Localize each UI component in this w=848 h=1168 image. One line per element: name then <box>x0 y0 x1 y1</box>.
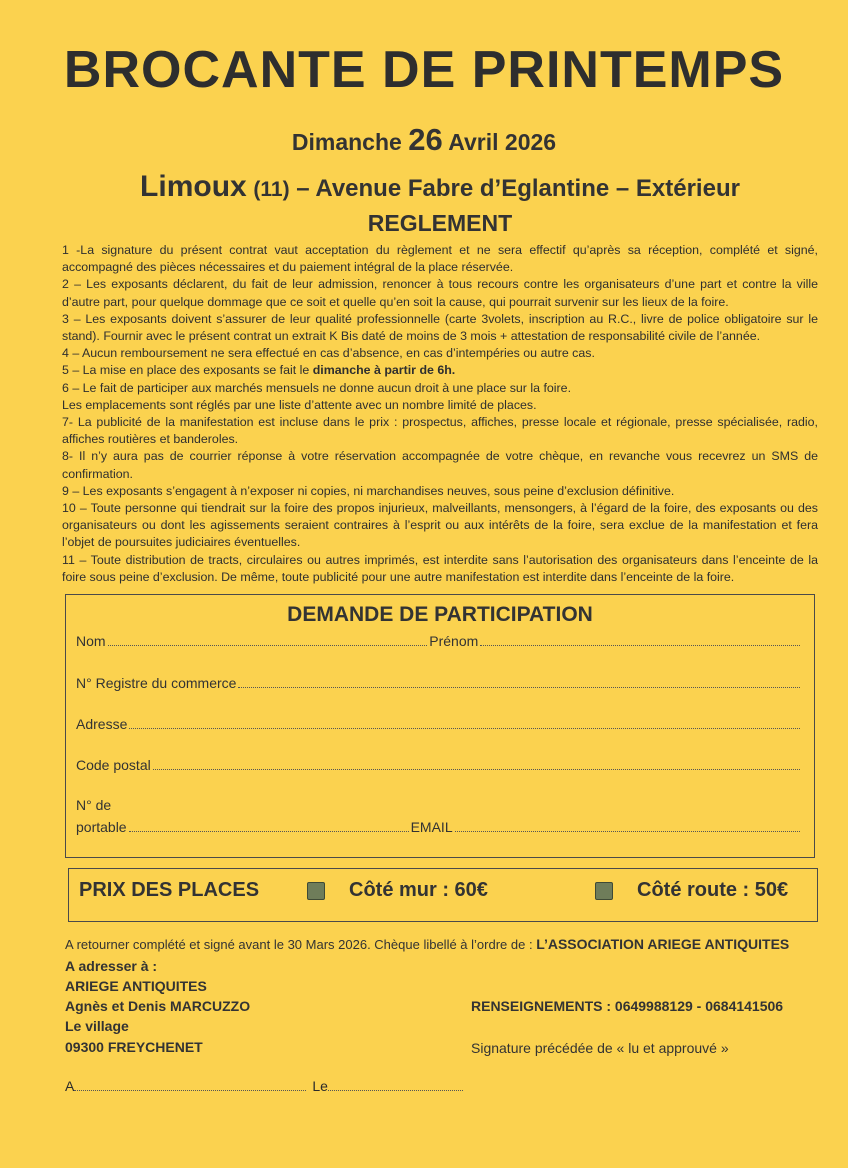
price-route: Côté route : 50€ <box>637 879 789 901</box>
email-field[interactable] <box>455 830 800 832</box>
date-prefix: Dimanche <box>291 129 402 155</box>
rule-11: 11 – Toute distribution de tracts, circulaires ou autres imprimés, est interdite sans l’autorisation des organisateurs dans l’enceinte de la foire sous peine d’exclusion. De même, toute publicité pour une autre manifestation est interdite dans l’enceinte de la foire. <box>62 552 818 584</box>
portable-field[interactable] <box>129 830 409 832</box>
address-line-3: Le village <box>65 1018 129 1034</box>
rule-7: 7- La publicité de la manifestation est incluse dans le prix : prospectus, affiches, presse locale et régionale, presse spécialisée, radio, affiches routières et banderoles. <box>62 415 818 447</box>
name-row <box>76 633 802 649</box>
a-label: A <box>65 1078 75 1094</box>
location-street: – Avenue Fabre d’Eglantine – Extérieur <box>296 175 740 202</box>
code-postal-label: Code postal <box>76 757 151 773</box>
le-field[interactable] <box>328 1089 463 1091</box>
rule-5-text: 5 – La mise en place des exposants se fait le <box>62 363 313 378</box>
adresse-label: Adresse <box>76 716 128 732</box>
portable-label-top-row <box>76 797 802 813</box>
rule-2: 2 – Les exposants déclarent, du fait de leur admission, renoncer à tous recours contre les organisateurs d’une part et contre la ville d’autre part, pour quelque dommage que ce soit et quelle qu’en soit la cause, qui pourrait survenir sur les lieux de la foire. <box>62 277 818 309</box>
registre-row <box>76 675 802 691</box>
return-instructions <box>65 936 789 952</box>
rules-list <box>62 242 818 586</box>
nom-field[interactable] <box>108 644 428 646</box>
email-label: EMAIL <box>410 819 453 835</box>
date-day: 26 <box>408 122 443 157</box>
location-dept: (11) <box>253 178 290 201</box>
portable-row <box>76 819 802 835</box>
rule-5-bold: dimanche à partir de 6h. <box>312 363 456 378</box>
adresse-row <box>76 716 802 732</box>
address-line-1: ARIEGE ANTIQUITES <box>65 978 207 994</box>
renseignements-phones: RENSEIGNEMENTS : 0649988129 - 0684141506 <box>471 998 784 1014</box>
address-line-4: 09300 FREYCHENET <box>65 1039 203 1055</box>
registre-field[interactable] <box>238 686 800 688</box>
rule-6: 6 – Le fait de participer aux marchés mensuels ne donne aucun droit à une place sur la foire. <box>62 380 572 395</box>
portable-label: portable <box>76 819 127 835</box>
code-postal-field[interactable] <box>153 768 800 770</box>
rule-6-note: Les emplacements sont réglés par une liste d’attente avec un nombre limité de places. <box>62 397 537 412</box>
rule-4: 4 – Aucun remboursement ne sera effectué en cas d’absence, en cas d’intempéries ou autre cas. <box>62 346 595 361</box>
a-field[interactable] <box>74 1089 306 1091</box>
flyer-title: BROCANTE DE PRINTEMPS <box>63 41 785 99</box>
reglement-heading: REGLEMENT <box>367 210 513 236</box>
checkbox-route[interactable] <box>595 882 613 900</box>
rule-5 <box>62 362 818 379</box>
return-text: A retourner complété et signé avant le 30 Mars 2026. Chèque libellé à l’ordre de : <box>65 937 533 952</box>
event-date <box>0 122 848 158</box>
rule-1: 1 -La signature du présent contrat vaut acceptation du règlement et ne sera effectif qu’après sa réception, complété et signé, accompagné des pièces nécessaires et du paiement intégral de la place réservée. <box>62 243 818 275</box>
event-location <box>0 170 848 204</box>
registre-label: N° Registre du commerce <box>76 675 237 691</box>
le-label: Le <box>312 1078 328 1094</box>
adresser-label: A adresser à : <box>65 958 158 974</box>
nom-label: Nom <box>76 633 106 649</box>
prenom-label: Prénom <box>429 633 479 649</box>
rule-9: 9 – Les exposants s’engagent à n’exposer ni copies, ni marchandises neuves, sous peine d’exclusion définitive. <box>62 483 675 498</box>
prenom-field[interactable] <box>480 644 800 646</box>
rule-3: 3 – Les exposants doivent s’assurer de leur qualité professionnelle (carte 3volets, inscription au R.C., livre de police obligatoire sur le stand). Fournir avec le présent contrat un extrait K Bis daté de moins de 3 mois + attestation de responsabilité civile de l’année. <box>62 311 818 344</box>
checkbox-mur[interactable] <box>307 882 325 900</box>
code-postal-row <box>76 757 802 773</box>
portable-label-top: N° de <box>76 797 112 813</box>
address-line-2: Agnès et Denis MARCUZZO <box>65 998 251 1014</box>
date-suffix: Avril 2026 <box>448 129 557 155</box>
signature-instruction: Signature précédée de « lu et approuvé » <box>471 1040 729 1056</box>
adresse-field[interactable] <box>129 727 800 729</box>
price-mur: Côté mur : 60€ <box>349 879 488 901</box>
rule-8: 8- Il n’y aura pas de courrier réponse à votre réservation accompagnée de votre chèque, en revanche vous recevrez un SMS de confirmation. <box>62 449 818 481</box>
location-city: Limoux <box>140 170 247 203</box>
rule-10: 10 – Toute personne qui tiendrait sur la foire des propos injurieux, malveillants, mensongers, à l’égard de la foire, des exposants ou des organisateurs ou dont les agissements seraient contraires à l’esprit ou aux intérêts de la foire, sera exclue de la manifestation et fera l’objet de poursuites judiciaires éventuelles. <box>62 501 818 550</box>
price-title: PRIX DES PLACES <box>79 879 260 901</box>
form-title: DEMANDE DE PARTICIPATION <box>287 603 593 626</box>
participation-form <box>65 594 815 858</box>
association-name: L’ASSOCIATION ARIEGE ANTIQUITES <box>536 936 790 952</box>
price-box <box>68 868 818 922</box>
place-date-line <box>65 1078 463 1094</box>
